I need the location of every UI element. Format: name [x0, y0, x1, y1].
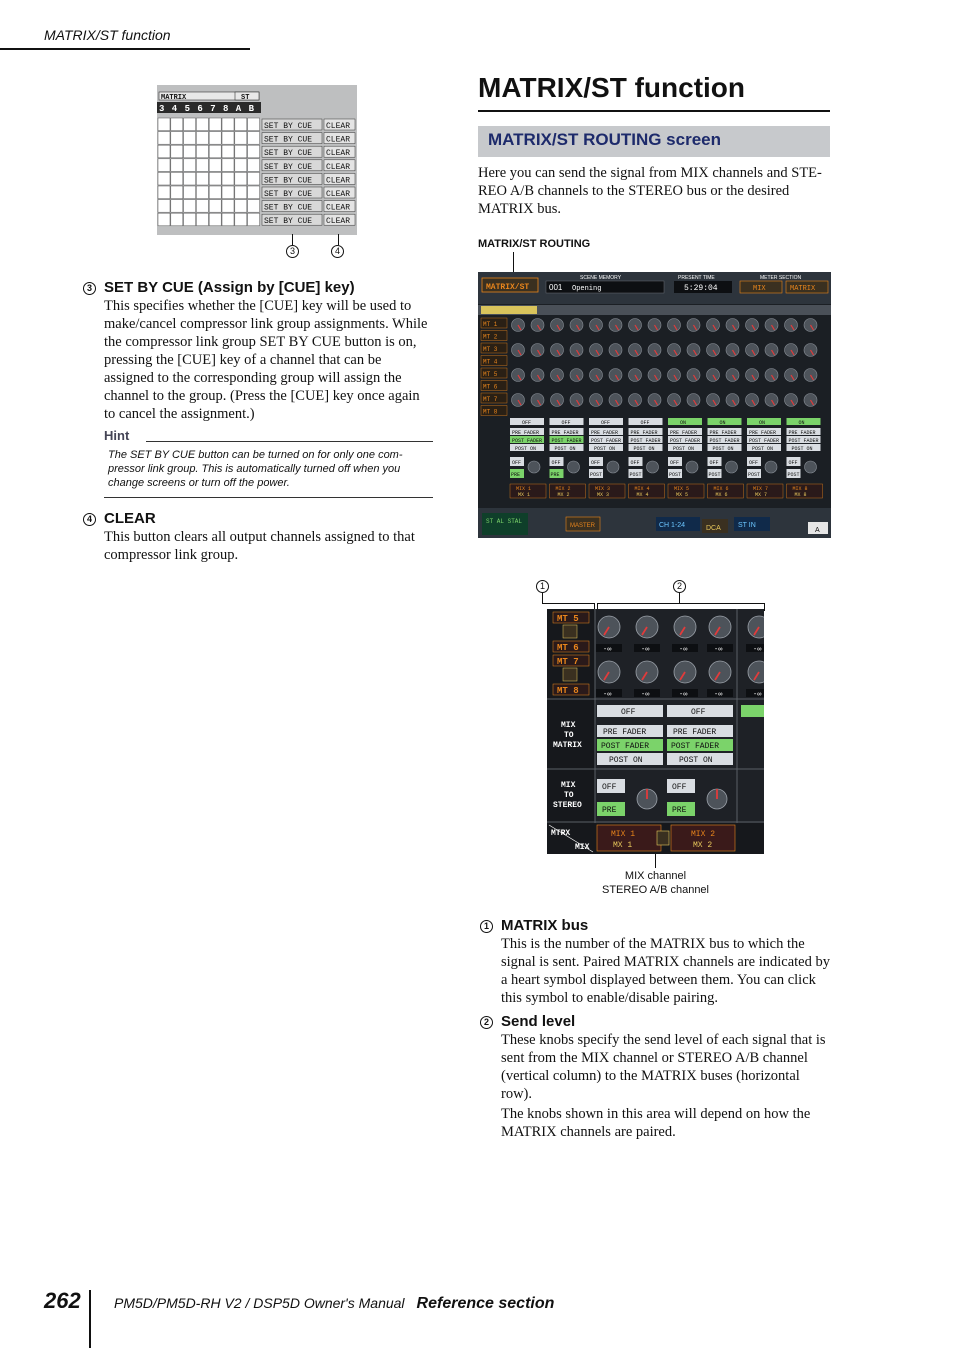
- matrix-cell[interactable]: [209, 132, 221, 145]
- section-rule: [478, 110, 830, 112]
- stereo-pre-label: POST: [708, 472, 721, 478]
- matrix-cell[interactable]: [171, 132, 183, 145]
- matrix-cell[interactable]: [222, 172, 234, 185]
- routing-detail-screenshot: [547, 609, 764, 854]
- stereo-on-label: OFF: [512, 460, 522, 466]
- post-fader-label: POST FADER: [749, 438, 780, 444]
- matrix-cell[interactable]: [196, 145, 208, 158]
- hint-rule: [146, 441, 433, 442]
- matrix-cell[interactable]: [184, 118, 196, 131]
- set-by-cue-label: SET BY CUE: [264, 217, 313, 227]
- mx-channel-text: MX 5: [676, 492, 689, 498]
- mix-label: MIX: [575, 843, 590, 852]
- hint-title: Hint: [104, 428, 130, 443]
- matrix-cell[interactable]: [235, 118, 247, 131]
- stereo-on-label: OFF: [709, 460, 719, 466]
- routing-detail-graphic: [547, 609, 764, 854]
- set-by-cue-label: SET BY CUE: [264, 135, 313, 145]
- post-fader-label: POST FADER: [788, 438, 819, 444]
- on-off-label: OFF: [561, 420, 571, 426]
- set-by-cue-label: SET BY CUE: [264, 122, 313, 131]
- matrix-cell[interactable]: [158, 186, 170, 199]
- level-readout-text: -∞: [753, 691, 762, 699]
- pre-fader-label: PRE FADER: [512, 430, 540, 436]
- stereo-on-label: OFF: [630, 460, 640, 466]
- column-label: A: [235, 104, 242, 114]
- mx-channel-text: MX 8: [794, 492, 807, 498]
- pre-fader-label: PRE FADER: [749, 430, 777, 436]
- pre-fader-label: PRE FADER: [591, 430, 619, 436]
- mix-channel-text: MIX 5: [674, 486, 690, 492]
- st-in-button[interactable]: ST IN: [738, 522, 756, 529]
- hint-text: The SET BY CUE button can be turned on for only one com-pressor link group. This is automatically turned off when you change screens or turn off the power.: [108, 449, 403, 489]
- stereo-pre-label: PRE: [602, 806, 617, 815]
- matrix-cell[interactable]: [235, 200, 247, 213]
- routing-screen-graphic: [478, 272, 831, 538]
- column-label: 3: [159, 104, 165, 114]
- stereo-on-label: OFF: [670, 460, 680, 466]
- subtitle: MATRIX/ST ROUTING screen: [488, 130, 721, 149]
- post-on-label: POST ON: [712, 446, 734, 452]
- level-readout-text: -∞: [641, 691, 650, 699]
- item-title: MATRIX bus: [501, 917, 589, 934]
- compressor-link-matrix-screenshot: [157, 85, 357, 235]
- matrix-cell[interactable]: [158, 213, 170, 226]
- stereo-on-label: OFF: [591, 460, 601, 466]
- meter-mix[interactable]: MIX: [753, 285, 766, 293]
- bracket-1-stem: [542, 593, 543, 603]
- matrix-cell[interactable]: [158, 172, 170, 185]
- matrix-cell[interactable]: [248, 172, 260, 185]
- matrix-cell[interactable]: [184, 213, 196, 226]
- stereo-pre-label: POST: [787, 472, 800, 478]
- matrix-cell[interactable]: [209, 145, 221, 158]
- stereo-pre-label: PRE: [511, 472, 521, 478]
- matrix-cell[interactable]: [235, 145, 247, 158]
- matrix-bus-text: MT 8: [557, 686, 579, 696]
- matrix-st-routing-screenshot: [478, 272, 831, 538]
- mtrx-label: MTRX: [551, 829, 571, 838]
- set-by-cue-label: SET BY CUE: [264, 162, 313, 172]
- post-fader-label: POST FADER: [512, 438, 543, 444]
- matrix-cell[interactable]: [171, 186, 183, 199]
- bracket-1: [542, 603, 594, 604]
- matrix-row-text: MT 1: [483, 321, 498, 328]
- matrix-cell[interactable]: [235, 213, 247, 226]
- mix-to-matrix-label-3: MATRIX: [553, 741, 582, 750]
- mix-to-matrix-label-2: TO: [564, 731, 574, 740]
- pan-knob[interactable]: [647, 461, 659, 473]
- pan-knob[interactable]: [607, 461, 619, 473]
- callout-2: 2: [673, 580, 686, 593]
- mx2-label[interactable]: MX 2: [693, 841, 713, 850]
- mx-channel-text: MX 6: [715, 492, 728, 498]
- level-readout-text: -∞: [641, 646, 650, 654]
- screenshot-label: MATRIX/ST ROUTING: [478, 238, 591, 250]
- ch-button[interactable]: CH 1-24: [659, 522, 686, 529]
- matrix-row-text: MT 5: [483, 371, 498, 378]
- set-by-cue-label: SET BY CUE: [264, 176, 313, 186]
- post-on-label: POST ON: [791, 446, 813, 452]
- clear-label: CLEAR: [326, 203, 351, 213]
- matrix-cell[interactable]: [222, 132, 234, 145]
- stereo-pre-label: POST: [629, 472, 642, 478]
- pair-heart-icon[interactable]: [657, 831, 669, 845]
- post-on-label: POST ON: [594, 446, 616, 452]
- mx-channel-text: MX 1: [518, 492, 531, 498]
- post-on-label: POST ON: [673, 446, 695, 452]
- column-label: 8: [223, 104, 229, 114]
- mx-channel-text: MX 4: [636, 492, 649, 498]
- matrix-cell[interactable]: [196, 200, 208, 213]
- matrix-cell[interactable]: [222, 186, 234, 199]
- matrix-cell[interactable]: [209, 172, 221, 185]
- scene-name: Opening: [572, 285, 602, 293]
- page-number: 262: [44, 1288, 81, 1313]
- post-on-label: POST ON: [515, 446, 537, 452]
- caption-mix-channel: MIX channel: [624, 870, 687, 882]
- user-key-a[interactable]: A: [815, 527, 820, 534]
- mix-channel-text: MIX 8: [792, 486, 808, 492]
- pan-knob[interactable]: [686, 461, 698, 473]
- matrix-cell[interactable]: [196, 118, 208, 131]
- item-body-2: The knobs shown in this area will depend on how the MATRIX channels are paired.: [501, 1106, 811, 1140]
- mix-channel-text: MIX 6: [713, 486, 729, 492]
- callout-4: 4: [331, 245, 344, 258]
- on-off-label: ON: [759, 420, 766, 426]
- column-label: 7: [210, 104, 216, 114]
- item-title: CLEAR: [104, 510, 156, 527]
- column-label: 6: [197, 104, 203, 114]
- callout-3: 3: [286, 245, 299, 258]
- mix-channel-text: MIX 4: [634, 486, 650, 492]
- on-off-label: OFF: [601, 420, 611, 426]
- callout-4-leader: [338, 234, 339, 245]
- item-clear: [83, 510, 433, 564]
- running-header: MATRIX/ST function: [44, 27, 171, 43]
- matrix-cell[interactable]: [158, 145, 170, 158]
- item-send-level: [480, 1013, 830, 1141]
- matrix-row-text: MT 2: [483, 333, 498, 341]
- callout-1: 1: [536, 580, 549, 593]
- stereo-pre-label: PRE: [672, 806, 687, 815]
- matrix-row-text: MT 3: [483, 346, 498, 353]
- callout-3-leader: [292, 234, 293, 245]
- level-readout-text: -∞: [753, 646, 762, 654]
- matrix-cell[interactable]: [248, 118, 260, 131]
- mx1-label[interactable]: MX 1: [613, 841, 633, 850]
- item-title: SET BY CUE (Assign by [CUE] key): [104, 279, 355, 296]
- matrix-cell[interactable]: [222, 213, 234, 226]
- pre-fader-label: PRE FADER: [670, 430, 698, 436]
- item-body: This specifies whether the [CUE] key will be used to make/cancel compressor link group assignments. While the compressor link group SET BY CUE button is on, pressing the [CUE] key of a channel that can be assigned to the corresponding group will assign the channel to the group. (Press the [CUE] key once again to cancel the assignment.): [104, 298, 428, 422]
- stereo-pre-label: PRE: [550, 472, 560, 478]
- mix-to-stereo-label-3: STEREO: [553, 801, 582, 810]
- post-fader-label: POST FADER: [670, 438, 701, 444]
- set-by-cue-label: SET BY CUE: [264, 203, 313, 213]
- off-label: OFF: [691, 708, 706, 717]
- matrix-cell[interactable]: [248, 132, 260, 145]
- pan-knob[interactable]: [528, 461, 540, 473]
- set-by-cue-label: SET BY CUE: [264, 149, 313, 159]
- pre-fader-label: PRE FADER: [673, 728, 717, 737]
- on-off-label: ON: [798, 420, 805, 426]
- matrix-row-text: MT 7: [483, 396, 498, 403]
- mix1-label[interactable]: MIX 1: [611, 830, 636, 839]
- matrix-cell[interactable]: [196, 213, 208, 226]
- post-fader-label: POST FADER: [671, 742, 720, 751]
- bracket-2: [597, 603, 764, 604]
- matrix-cell[interactable]: [235, 172, 247, 185]
- matrix-cell[interactable]: [184, 186, 196, 199]
- post-on-label: POST ON: [633, 446, 655, 452]
- hint-rule-bottom: [104, 497, 433, 498]
- post-on-label: POST ON: [679, 756, 713, 765]
- pre-fader-label: PRE FADER: [709, 430, 737, 436]
- header-rule: [0, 48, 250, 50]
- on-off-label: ON: [719, 420, 726, 426]
- item-number: 4: [83, 513, 96, 526]
- post-on-label: POST ON: [554, 446, 576, 452]
- matrix-cell[interactable]: [209, 118, 221, 131]
- matrix-cell[interactable]: [196, 132, 208, 145]
- matrix-label: MATRIX: [161, 94, 187, 102]
- matrix-cell[interactable]: [209, 200, 221, 213]
- item-body: This button clears all output channels assigned to that compressor link group.: [104, 529, 415, 563]
- item-number: 3: [83, 282, 96, 295]
- matrix-cell[interactable]: [222, 159, 234, 172]
- matrix-cell[interactable]: [171, 213, 183, 226]
- pan-knob[interactable]: [726, 461, 738, 473]
- matrix-cell[interactable]: [184, 159, 196, 172]
- matrix-cell[interactable]: [158, 118, 170, 131]
- item-matrix-bus: [480, 917, 830, 1007]
- mx-channel-text: MX 3: [597, 492, 610, 498]
- bracket-2-stem: [679, 593, 680, 603]
- column-label: 5: [184, 104, 191, 114]
- clear-label: CLEAR: [326, 149, 351, 159]
- present-time-label: PRESENT TIME: [678, 275, 715, 281]
- level-readout-text: -∞: [679, 691, 688, 699]
- st-label: ST: [241, 94, 250, 102]
- meter-matrix[interactable]: MATRIX: [790, 285, 816, 293]
- matrix-cell[interactable]: [184, 200, 196, 213]
- matrix-cell[interactable]: [184, 132, 196, 145]
- mix-channel-text: MIX 1: [516, 486, 532, 492]
- post-on-label: POST ON: [609, 756, 643, 765]
- matrix-row-text: MT 6: [483, 383, 498, 391]
- matrix-cell[interactable]: [184, 172, 196, 185]
- level-readout-text: -∞: [603, 691, 612, 699]
- item-set-by-cue: [83, 279, 433, 423]
- matrix-grid-graphic: [157, 85, 357, 235]
- level-readout-text: -∞: [714, 646, 723, 654]
- selected-ch: ST AL STAL: [486, 518, 523, 525]
- column-label: B: [248, 104, 255, 114]
- off-label: OFF: [621, 708, 636, 717]
- footer-section: Reference section: [416, 1295, 555, 1312]
- present-time: 5:29:04: [684, 284, 718, 293]
- mx-channel-text: MX 7: [755, 492, 768, 498]
- matrix-cell[interactable]: [171, 118, 183, 131]
- master-button[interactable]: MASTER: [570, 523, 596, 529]
- matrix-cell[interactable]: [222, 118, 234, 131]
- set-by-cue-label: SET BY CUE: [264, 190, 313, 199]
- matrix-cell[interactable]: [235, 186, 247, 199]
- clear-label: CLEAR: [326, 122, 351, 131]
- tab-matrix-st[interactable]: MATRIX/ST: [486, 283, 530, 292]
- item-body: These knobs specify the send level of each signal that is sent from the MIX channel or STEREO A/B channel (vertical column) to the MATRIX buses (horizontal row).: [501, 1032, 826, 1102]
- on-off-label: ON: [680, 420, 687, 426]
- matrix-cell[interactable]: [209, 213, 221, 226]
- matrix-bus-text: MT 6: [557, 643, 579, 653]
- stereo-on-label: OFF: [788, 460, 798, 466]
- matrix-cell[interactable]: [171, 145, 183, 158]
- clear-label: CLEAR: [326, 162, 351, 172]
- stereo-off-label: OFF: [672, 783, 687, 792]
- footer-text: [114, 1295, 554, 1313]
- manual-title: PM5D/PM5D-RH V2 / DSP5D Owner's Manual: [114, 1295, 405, 1311]
- scene-memory-label: SCENE MEMORY: [580, 275, 622, 281]
- mix-channel-text: MIX 7: [753, 486, 769, 492]
- matrix-cell[interactable]: [248, 186, 260, 199]
- pre-fader-label: PRE FADER: [788, 430, 816, 436]
- level-readout-text: -∞: [679, 646, 688, 654]
- matrix-cell[interactable]: [171, 172, 183, 185]
- item-number: 2: [480, 1016, 493, 1029]
- pan-knob[interactable]: [765, 461, 777, 473]
- clear-label: CLEAR: [326, 176, 351, 186]
- dca-button[interactable]: DCA: [706, 525, 721, 532]
- matrix-cell[interactable]: [235, 132, 247, 145]
- matrix-cell[interactable]: [196, 172, 208, 185]
- post-fader-label: POST FADER: [709, 438, 740, 444]
- clear-label: CLEAR: [326, 217, 351, 227]
- matrix-cell[interactable]: [184, 145, 196, 158]
- meter-section-label: METER SECTION: [760, 275, 802, 281]
- level-readout-text: -∞: [714, 691, 723, 699]
- clear-label: CLEAR: [326, 135, 351, 145]
- pan-knob[interactable]: [805, 461, 817, 473]
- matrix-cell[interactable]: [248, 159, 260, 172]
- pre-fader-label: PRE FADER: [603, 728, 647, 737]
- mix-to-stereo-label-2: TO: [564, 791, 574, 800]
- stereo-on-label: OFF: [749, 460, 759, 466]
- mx-channel-text: MX 2: [557, 492, 570, 498]
- stereo-off-label: OFF: [602, 783, 617, 792]
- mix-channel-text: MIX 2: [555, 486, 571, 492]
- pair-heart-icon[interactable]: [563, 668, 577, 681]
- pair-heart-icon[interactable]: [563, 625, 577, 638]
- scene-number: 001: [549, 283, 563, 292]
- matrix-cell[interactable]: [209, 186, 221, 199]
- post-fader-label: POST FADER: [630, 438, 661, 444]
- item-body: This is the number of the MATRIX bus to which the signal is sent. Paired MATRIX channels are indicated by a heart symbol displayed between them. You can click this symbol to enable/disable pairing.: [501, 936, 830, 1006]
- matrix-cell[interactable]: [171, 200, 183, 213]
- item-number: 1: [480, 920, 493, 933]
- matrix-cell[interactable]: [209, 159, 221, 172]
- post-fader-label: POST FADER: [551, 438, 582, 444]
- footer-bar: [89, 1290, 91, 1348]
- item-title: Send level: [501, 1013, 576, 1030]
- matrix-cell[interactable]: [222, 145, 234, 158]
- post-fader-label: POST FADER: [591, 438, 622, 444]
- matrix-cell[interactable]: [248, 200, 260, 213]
- matrix-cell[interactable]: [222, 200, 234, 213]
- matrix-cell[interactable]: [158, 159, 170, 172]
- caption-stereo-ab: STEREO A/B channel: [602, 884, 709, 896]
- matrix-row-text: MT 4: [483, 358, 498, 366]
- matrix-row-text: MT 8: [483, 408, 498, 416]
- matrix-cell[interactable]: [235, 159, 247, 172]
- matrix-cell[interactable]: [248, 145, 260, 158]
- stereo-pre-label: POST: [748, 472, 761, 478]
- level-readout-text: -∞: [603, 646, 612, 654]
- section-title: MATRIX/ST function: [478, 72, 745, 103]
- mix-to-matrix-label-1: MIX: [561, 721, 576, 730]
- column-label: 4: [171, 104, 178, 114]
- mix-to-stereo-label-1: MIX: [561, 781, 576, 790]
- mix2-label[interactable]: MIX 2: [691, 830, 716, 839]
- post-on-label: POST ON: [752, 446, 774, 452]
- matrix-bus-text: MT 7: [557, 657, 579, 667]
- on-off-label: OFF: [522, 420, 532, 426]
- stereo-on-label: OFF: [551, 460, 561, 466]
- matrix-bus-text: MT 5: [557, 614, 579, 624]
- matrix-cell[interactable]: [196, 186, 208, 199]
- pre-fader-label: PRE FADER: [630, 430, 658, 436]
- on-off-label: OFF: [640, 420, 650, 426]
- caption-leader: [655, 854, 656, 868]
- mix-channel-text: MIX 3: [595, 486, 611, 492]
- matrix-cell[interactable]: [158, 132, 170, 145]
- detail-caption: [598, 869, 713, 897]
- clear-label: CLEAR: [326, 190, 351, 199]
- matrix-cell[interactable]: [171, 159, 183, 172]
- intro-paragraph: Here you can send the signal from MIX channels and STE-REO A/B channels to the STEREO bus or the desired MATRIX bus.: [478, 165, 822, 217]
- post-fader-label: POST FADER: [601, 742, 650, 751]
- matrix-cell[interactable]: [196, 159, 208, 172]
- stereo-pre-label: POST: [669, 472, 682, 478]
- matrix-cell[interactable]: [248, 213, 260, 226]
- matrix-cell[interactable]: [158, 200, 170, 213]
- bracket-2-end: [764, 603, 765, 611]
- stereo-pre-label: POST: [590, 472, 603, 478]
- pan-knob[interactable]: [568, 461, 580, 473]
- partial-on-button[interactable]: [741, 705, 764, 717]
- pre-fader-label: PRE FADER: [551, 430, 579, 436]
